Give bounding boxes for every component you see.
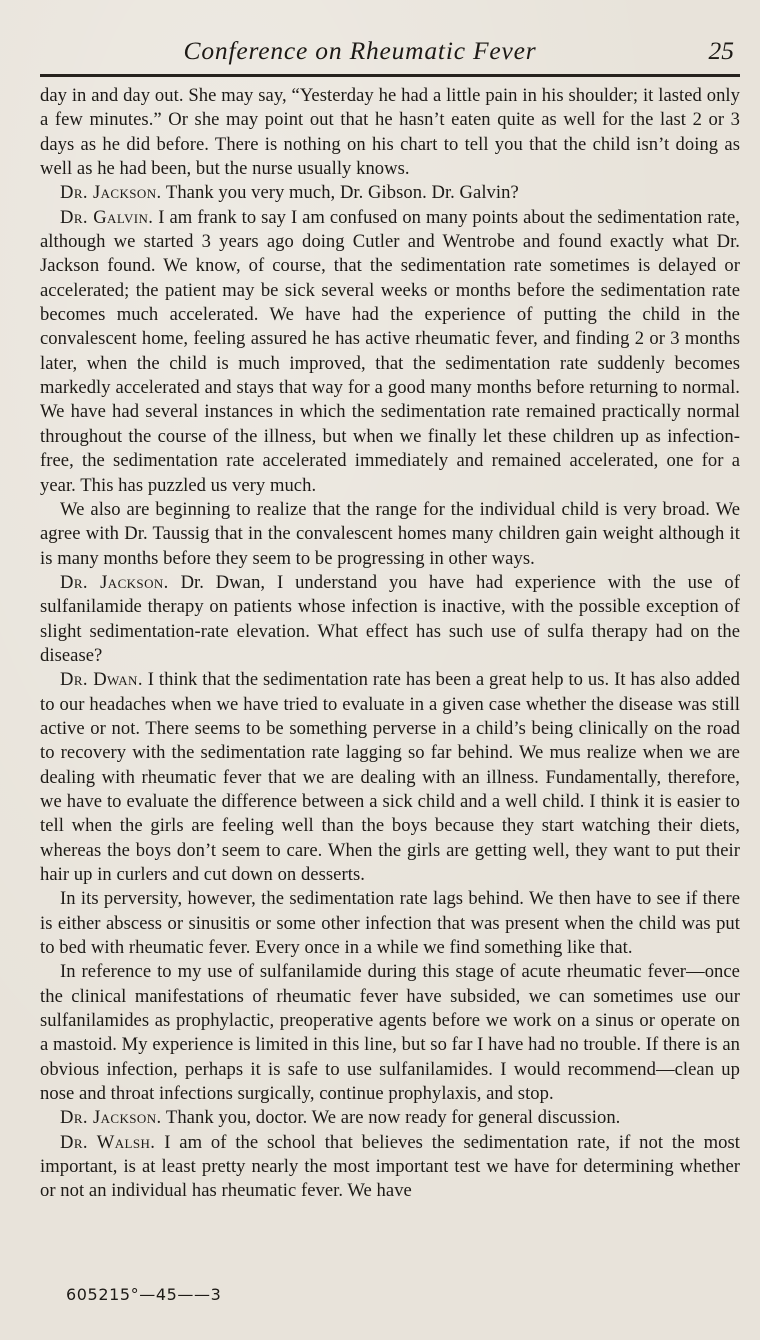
paragraph (40, 498, 740, 571)
speaker-name: Dr. Walsh. (60, 1131, 156, 1153)
paragraph (40, 1106, 740, 1130)
printing-code: 605215°—45——3 (66, 1285, 222, 1304)
paragraph (40, 206, 740, 498)
paragraph-text: In its perversity, however, the sedimentation rate lags behind. We then have to see if there is either abscess or sinusitis or some other infection that was present when the child was put to bed with rheumatic fever. Every once in a while we find something like that. (40, 888, 740, 959)
paragraph-text: Thank you very much, Dr. Gibson. Dr. Galvin? (165, 182, 519, 204)
running-title: Conference on Rheumatic Fever (183, 36, 537, 65)
paragraph (40, 181, 740, 205)
page-number: 25 (708, 36, 734, 65)
running-header (40, 36, 740, 72)
paragraph (40, 960, 740, 1106)
paragraph (40, 668, 740, 887)
speaker-name: Dr. Jackson. (60, 1107, 162, 1129)
paragraph-text: We also are beginning to realize that the range for the individual child is very broad. We agree with Dr. Taussig that in the convalescent homes many children gain weight although it is many months before they seem to be progressing in other ways. (40, 498, 740, 569)
paragraph-text: I am of the school that believes the sedimentation rate, if not the most important, is at least pretty nearly the most important test we have for determining whether or not an individual has rheumatic fever. We have (40, 1131, 740, 1202)
paragraph (40, 1131, 740, 1204)
paragraph-text: In reference to my use of sulfanilamide during this stage of acute rheumatic fever—once the clinical manifestations of rheumatic fever have subsided, we can sometimes use our sulfanilamides as prophylactic, preoperative agents before we work on a sinus or operate on a mastoid. My experience is limited in this line, but so far I have had no trouble. If there is an obvious infection, perhaps it is safe to use sulfanilamides. I would recommend—clean up nose and throat infections surgically, continue prophylaxis, and stop. (40, 961, 740, 1105)
paragraph (40, 887, 740, 960)
speaker-name: Dr. Dwan. (60, 669, 143, 691)
speaker-name: Dr. Jackson. (60, 182, 162, 204)
paragraph (40, 84, 740, 181)
header-rule (40, 74, 740, 77)
paragraph-text: I am frank to say I am confused on many points about the sedimentation rate, although we started 3 years ago doing Cutler and Wentrobe and found exactly what Dr. Jackson found. We know, of course, that the sedimentation rate sometimes is delayed or accelerated; the patient may be sick several weeks or months before the sedimentation rate becomes much accelerated. We have had the experience of putting the child in the convalescent home, feeling assured he has active rheumatic fever, and finding 2 or 3 months later, when the child is much improved, that the sedimentation rate suddenly becomes markedly accelerated and stays that way for a good many months before returning to normal. We have had several instances in which the sedimentation rate remained practically normal throughout the course of the illness, but when we finally let these children up as infection-free, the sedimentation rate accelerated immediately and remained accelerated, one for a year. This has puzzled us very much. (40, 206, 740, 496)
speaker-name: Dr. Jackson. (60, 571, 169, 593)
speaker-name: Dr. Galvin. (60, 206, 154, 228)
paragraph-text: Dr. Dwan, I understand you have had experience with the use of sulfanilamide therapy on patients whose infection is inactive, with the possible exception of slight sedimentation-rate elevation. What effect has such use of sulfa therapy had on the disease? (40, 571, 740, 666)
paragraph (40, 571, 740, 668)
body-text (40, 84, 740, 1204)
paragraph-text: I think that the sedimentation rate has been a great help to us. It has also added to our headaches when we have tried to evaluate in a given case whether the disease was still active or not. There seems to be something perverse in a child’s being clinically on the road to recovery with the sedimentation rate lagging so far behind. We mus realize when we are dealing with rheumatic fever that we are dealing with an illness. Fundamentally, therefore, we have to evaluate the difference between a sick child and a well child. I think it is easier to tell when the girls are feeling well than the boys because they start watching their diets, whereas the boys don’t seem to care. When the girls are getting well, they want to put their hair up in curlers and cut down on desserts. (40, 669, 740, 885)
paragraph-text: Thank you, doctor. We are now ready for general discussion. (165, 1107, 621, 1129)
paragraph-text: day in and day out. She may say, “Yesterday he had a little pain in his shoulder; it lasted only a few minutes.” Or she may point out that he hasn’t eaten quite as well for the last 2 or 3 days as he did before. There is nothing on his chart to tell you that the child isn’t doing as well as he had been, but the nurse usually knows. (40, 85, 740, 180)
